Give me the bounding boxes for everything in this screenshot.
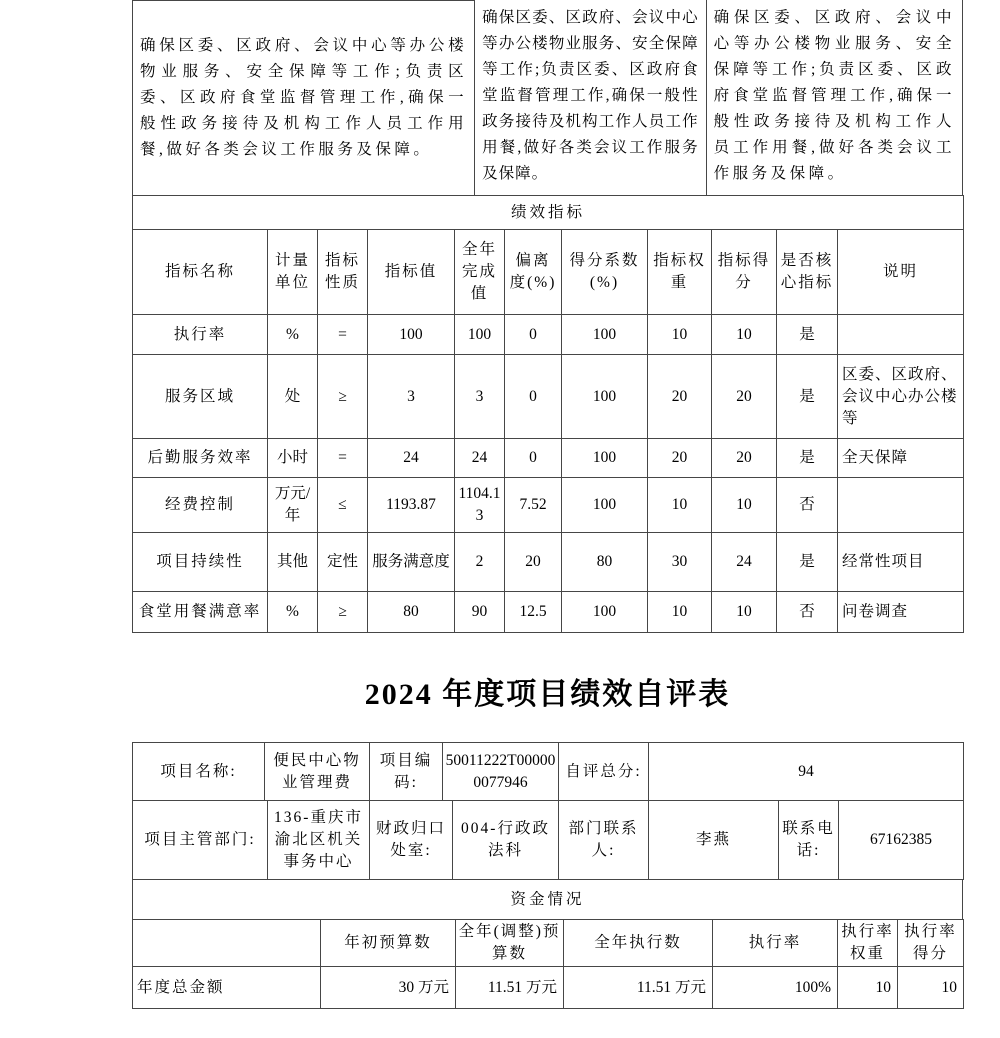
annual-total-label: 年度总金额: [133, 967, 321, 1009]
project-name-label: 项目名称:: [133, 743, 265, 801]
cell: =: [318, 439, 368, 478]
contact-person-value: 李燕: [649, 801, 779, 880]
cell: ≤: [318, 478, 368, 533]
self-eval-info-row-1: [132, 742, 964, 801]
cell: 处: [268, 355, 318, 439]
indicator-row: [133, 315, 964, 355]
document-body: [132, 0, 963, 1009]
cell: 1193.87: [368, 478, 455, 533]
cell: %: [268, 315, 318, 355]
self-eval-info-row-2: [132, 800, 964, 880]
cell: 100: [368, 315, 455, 355]
self-score-label: 自评总分:: [559, 743, 649, 801]
header-execution-rate: 执行率: [713, 920, 838, 967]
cell: 80: [562, 533, 648, 592]
header-score-coefficient: 得分系数(%): [562, 230, 648, 315]
cell: 1104.13: [455, 478, 505, 533]
cell: 否: [777, 478, 838, 533]
header-execution-rate-weight: 执行率权重: [838, 920, 898, 967]
header-indicator-nature: 指标性质: [318, 230, 368, 315]
department-label: 项目主管部门:: [133, 801, 268, 880]
header-deviation: 偏离度(%): [505, 230, 562, 315]
cell: 是: [777, 355, 838, 439]
cell: 2: [455, 533, 505, 592]
header-blank: [133, 920, 321, 967]
cell: 定性: [318, 533, 368, 592]
indicator-name-cell: 后勤服务效率: [133, 439, 268, 478]
cell: 0: [505, 315, 562, 355]
cell: 10: [712, 478, 777, 533]
header-core-indicator: 是否核心指标: [777, 230, 838, 315]
indicator-name-cell: 食堂用餐满意率: [133, 592, 268, 633]
indicator-name-cell: 服务区域: [133, 355, 268, 439]
project-description-cell-1: [133, 0, 475, 195]
remarks-cell: [838, 315, 964, 355]
indicator-row: [133, 478, 964, 533]
header-indicator-weight: 指标权重: [648, 230, 712, 315]
cell: 100: [455, 315, 505, 355]
remarks-cell: 区委、区政府、会议中心办公楼等: [838, 355, 964, 439]
cell: 24: [455, 439, 505, 478]
cell: 万元/年: [268, 478, 318, 533]
execution-rate-weight-value: 10: [838, 967, 898, 1009]
cell: 20: [712, 439, 777, 478]
indicator-row: [133, 592, 964, 633]
indicator-row: [133, 355, 964, 439]
cell: 是: [777, 533, 838, 592]
indicators-banner-row: [133, 196, 964, 230]
cell: 20: [712, 355, 777, 439]
cell: 100: [562, 478, 648, 533]
cell: 10: [648, 592, 712, 633]
funds-data-row: [133, 967, 964, 1009]
indicator-name-cell: 执行率: [133, 315, 268, 355]
header-remarks: 说明: [838, 230, 964, 315]
cell: 10: [648, 315, 712, 355]
funds-table: [132, 919, 964, 1009]
indicators-table: [132, 195, 964, 633]
indicator-row: [133, 439, 964, 478]
cell: 是: [777, 315, 838, 355]
contact-phone-label: 联系电话:: [779, 801, 839, 880]
header-annual-execution: 全年执行数: [564, 920, 713, 967]
cell: 12.5: [505, 592, 562, 633]
project-description-cell-3: 确保区委、区政府、会议中心等办公楼物业服务、安全保障等工作;负责区委、区政府食堂监督管理工作,确保一般性政务接待及机构工作人员工作用餐,做好各类会议工作服务及保障。: [713, 9, 956, 182]
indicators-header-row: [133, 230, 964, 315]
cell: 100: [562, 439, 648, 478]
contact-phone-value: 67162385: [839, 801, 964, 880]
header-indicator-value: 指标值: [368, 230, 455, 315]
finance-office-label: 财政归口处室:: [370, 801, 453, 880]
cell: ≥: [318, 592, 368, 633]
cell: 20: [648, 439, 712, 478]
remarks-cell: 全天保障: [838, 439, 964, 478]
department-value: 136-重庆市渝北区机关事务中心: [268, 801, 370, 880]
initial-budget-value: 30 万元: [321, 967, 456, 1009]
cell: =: [318, 315, 368, 355]
cell: 10: [648, 478, 712, 533]
cell: 24: [712, 533, 777, 592]
cell: 小时: [268, 439, 318, 478]
cell: 10: [712, 592, 777, 633]
execution-rate-score-value: 10: [898, 967, 964, 1009]
indicator-row: [133, 533, 964, 592]
cell: 0: [505, 439, 562, 478]
cell: 0: [505, 355, 562, 439]
header-indicator-name: 指标名称: [133, 230, 268, 315]
project-name-value: 便民中心物业管理费: [265, 743, 370, 801]
cell: ≥: [318, 355, 368, 439]
continuation-row: [132, 0, 963, 195]
header-unit: 计量单位: [268, 230, 318, 315]
project-code-value: 50011222T000000077946: [443, 743, 559, 801]
page-title: 2024 年度项目绩效自评表: [364, 677, 731, 711]
cell: 100: [562, 315, 648, 355]
title-block: [132, 633, 963, 742]
header-annual-completion: 全年完成值: [455, 230, 505, 315]
cell: 否: [777, 592, 838, 633]
annual-execution-value: 11.51 万元: [564, 967, 713, 1009]
project-description-text: 确保区委、区政府、会议中心等办公楼物业服务、安全保障等工作;负责区委、区政府食堂监督管理工作,确保一般性政务接待及机构工作人员工作用餐,做好各类会议工作服务及保障。: [140, 37, 468, 158]
cell: 服务满意度: [368, 533, 455, 592]
project-code-label: 项目编码:: [370, 743, 443, 801]
project-description-cell-2: 确保区委、区政府、会议中心等办公楼物业服务、安全保障等工作;负责区委、区政府食堂监督管理工作,确保一般性政务接待及机构工作人员工作用餐,做好各类会议工作服务及保障。: [475, 0, 706, 195]
finance-office-value: 004-行政政法科: [453, 801, 559, 880]
indicator-name-cell: 项目持续性: [133, 533, 268, 592]
cell: 10: [712, 315, 777, 355]
cell: 90: [455, 592, 505, 633]
header-adjusted-budget: 全年(调整)预算数: [456, 920, 564, 967]
remarks-cell: 问卷调查: [838, 592, 964, 633]
header-initial-budget: 年初预算数: [321, 920, 456, 967]
cell: 24: [368, 439, 455, 478]
section-banner-funds: 资金情况: [133, 880, 963, 920]
cell: 100: [562, 592, 648, 633]
cell: 3: [455, 355, 505, 439]
cell: 其他: [268, 533, 318, 592]
cell: 30: [648, 533, 712, 592]
header-indicator-score: 指标得分: [712, 230, 777, 315]
funds-header-row: [133, 920, 964, 967]
execution-rate-value: 100%: [713, 967, 838, 1009]
adjusted-budget-value: 11.51 万元: [456, 967, 564, 1009]
cell: 20: [648, 355, 712, 439]
self-score-value: 94: [649, 743, 964, 801]
indicator-name-cell: 经费控制: [133, 478, 268, 533]
remarks-cell: [838, 478, 964, 533]
header-execution-rate-score: 执行率得分: [898, 920, 964, 967]
cell: 是: [777, 439, 838, 478]
cell: 80: [368, 592, 455, 633]
cell: 20: [505, 533, 562, 592]
section-banner-performance-indicators: 绩效指标: [133, 196, 964, 230]
cell: %: [268, 592, 318, 633]
cell: 3: [368, 355, 455, 439]
cell: 100: [562, 355, 648, 439]
remarks-cell: 经常性项目: [838, 533, 964, 592]
cell: 7.52: [505, 478, 562, 533]
contact-person-label: 部门联系人:: [559, 801, 649, 880]
funds-banner-row: [132, 879, 963, 920]
